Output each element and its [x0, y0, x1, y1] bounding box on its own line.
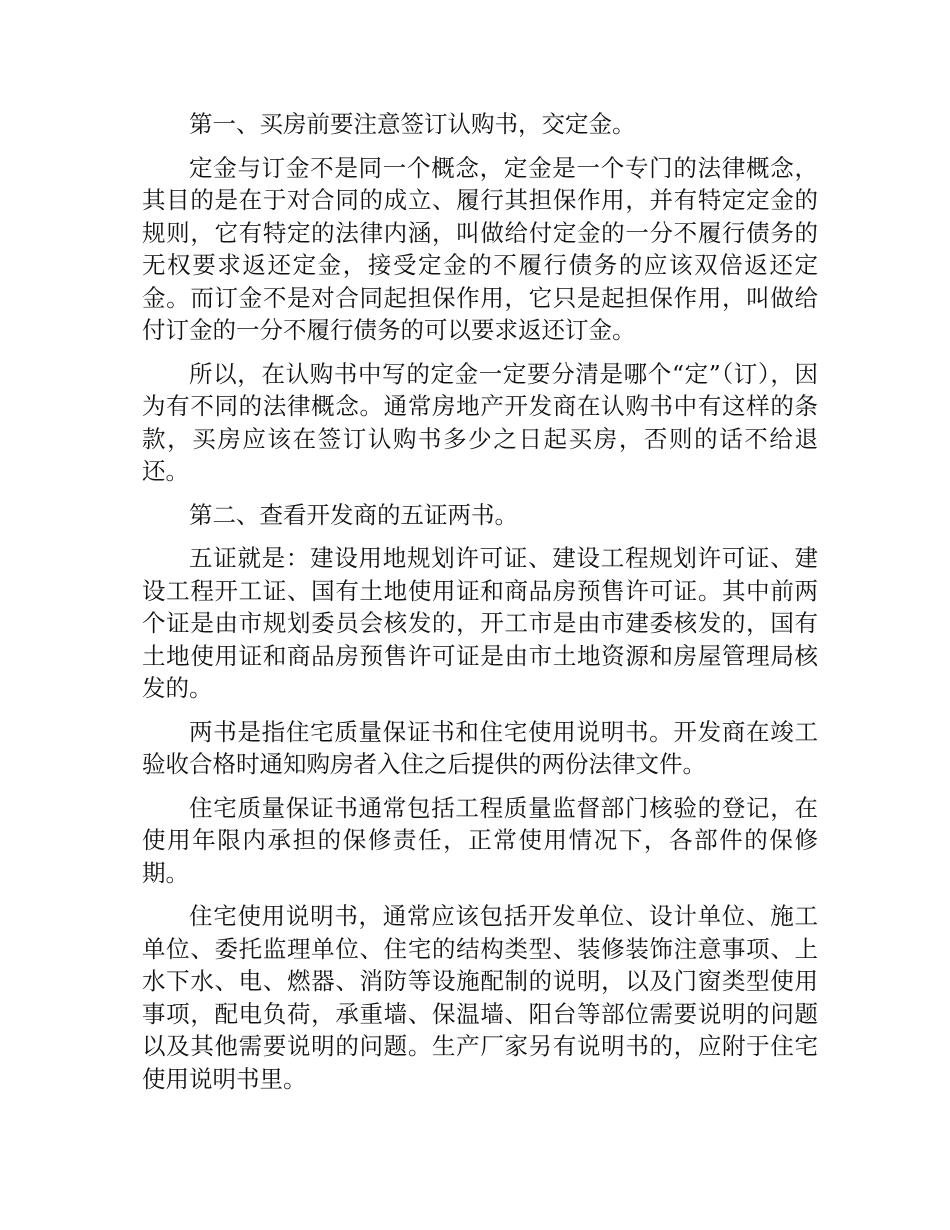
paragraph-deposit-advice: 所以，在认购书中写的定金一定要分清是哪个“定”（订），因为有不同的法律概念。通常房地产开发商在认购书中有这样的条款，买房应该在签订认购书多少之日起买房，否则的话不给退还。 — [142, 359, 818, 485]
paragraph-five-certificates: 五证就是：建设用地规划许可证、建设工程规划许可证、建设工程开工证、国有土地使用证和商品房预售许可证。其中前两个证是由市规划委员会核发的，开工市是由市建委核发的，国有土地使用证和商品房预售许可证是由市土地资源和房屋管理局核发的。 — [142, 544, 818, 702]
paragraph-heading-2: 第二、查看开发商的五证两书。 — [189, 500, 518, 529]
document-body — [142, 108, 818, 1106]
paragraph-usage-manual: 住宅使用说明书，通常应该包括开发单位、设计单位、施工单位、委托监理单位、住宅的结构类型、装修装饰注意事项、上水下水、电、燃器、消防等设施配制的说明，以及门窗类型使用事项，配电负荷，承重墙、保温墙、阳台等部位需要说明的问题以及其他需要说明的问题。生产厂家另有说明书的，应附于住宅使用说明书里。 — [142, 902, 818, 1093]
paragraph-heading-1: 第一、买房前要注意签订认购书，交定金。 — [189, 110, 636, 138]
paragraph-two-documents: 两书是指住宅质量保证书和住宅使用说明书。开发商在竣工验收合格时通知购房者入住之后提供的两份法律文件。 — [142, 717, 818, 778]
paragraph-quality-guarantee: 住宅质量保证书通常包括工程质量监督部门核验的登记，在使用年限内承担的保修责任，正常使用情况下，各部件的保修期。 — [142, 793, 818, 887]
paragraph-deposit-definition: 定金与订金不是同一个概念，定金是一个专门的法律概念，其目的是在于对合同的成立、履行其担保作用，并有特定定金的规则，它有特定的法律内涵，叫做给付定金的一分不履行债务的无权要求返还定金，接受定金的不履行债务的应该双倍返还定金。而订金不是对合同起担保作用，它只是起担保作用，叫做给付订金的一分不履行债务的可以要求返还订金。 — [142, 153, 818, 344]
